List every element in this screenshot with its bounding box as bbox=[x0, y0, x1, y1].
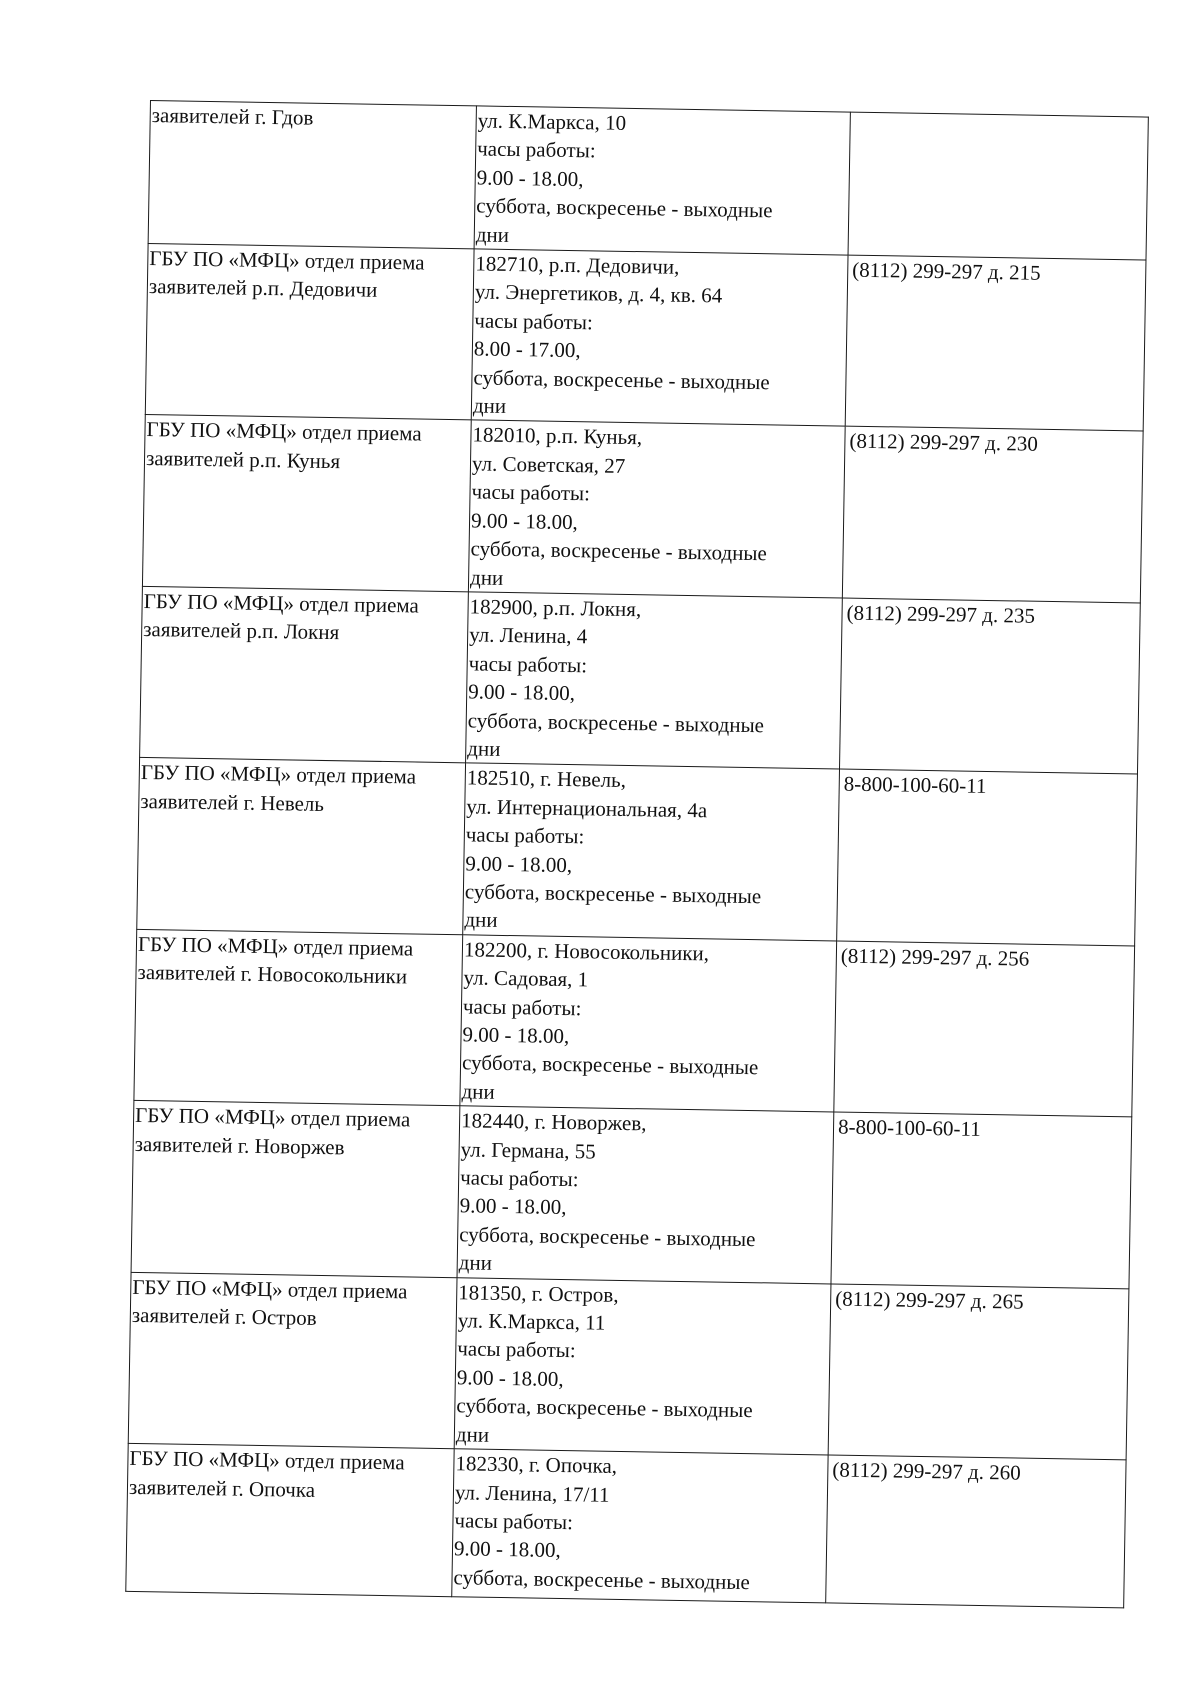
office-name-line: заявителей г. Опочка bbox=[128, 1474, 316, 1502]
office-address-line: часы работы: bbox=[474, 308, 593, 335]
office-name-cell bbox=[131, 1101, 460, 1278]
table-row bbox=[131, 1101, 1132, 1289]
office-address-line: часы работы: bbox=[468, 651, 588, 678]
office-name-cell bbox=[134, 929, 463, 1106]
office-address-line: 182330, г. Опочка, bbox=[455, 1451, 618, 1479]
office-name-line: заявителей г. Новосокольники bbox=[137, 960, 408, 989]
table-row bbox=[140, 586, 1141, 774]
office-address-line: 181350, г. Остров, bbox=[458, 1279, 619, 1307]
office-address-line: дни bbox=[467, 736, 501, 761]
office-address-line: 182900, р.п. Локня, bbox=[469, 594, 642, 622]
office-address-line: 9.00 - 18.00, bbox=[456, 1365, 564, 1391]
office-address-line: ул. Германа, 55 bbox=[460, 1136, 596, 1164]
office-address-cell bbox=[468, 420, 845, 598]
office-address-line: 9.00 - 18.00, bbox=[476, 165, 584, 192]
office-name-line: ГБУ ПО «МФЦ» отдел приема bbox=[134, 1103, 411, 1132]
office-name-cell bbox=[142, 415, 471, 592]
office-address-line: 9.00 - 18.00, bbox=[462, 1022, 570, 1049]
office-address-line: ул. Ленина, 4 bbox=[468, 622, 588, 649]
office-phone: 8-800-100-60-11 bbox=[843, 771, 987, 799]
office-address-line: ул. К.Маркса, 11 bbox=[457, 1308, 606, 1335]
office-name-line: ГБУ ПО «МФЦ» отдел приема bbox=[137, 931, 414, 961]
office-address-line: 182710, р.п. Дедовичи, bbox=[475, 251, 680, 279]
office-address-line: 182510, г. Невель, bbox=[466, 765, 627, 793]
office-phone-cell bbox=[837, 769, 1138, 945]
table-row bbox=[137, 758, 1138, 946]
office-address-line: дни bbox=[472, 393, 507, 419]
office-address-line: часы работы: bbox=[459, 1165, 579, 1192]
office-address-line: дни bbox=[469, 564, 504, 590]
office-address-line: суббота, воскресенье - выходные bbox=[473, 365, 770, 394]
office-address-line: 9.00 - 18.00, bbox=[459, 1193, 567, 1220]
mfc-offices-table bbox=[125, 100, 1149, 1608]
office-address-line: 9.00 - 18.00, bbox=[468, 679, 576, 706]
office-phone: (8112) 299-297 д. 230 bbox=[849, 429, 1039, 457]
office-phone-cell bbox=[839, 598, 1140, 774]
office-phone: (8112) 299-297 д. 215 bbox=[852, 257, 1041, 285]
office-address-line: ул. Энергетиков, д. 4, кв. 64 bbox=[474, 279, 723, 308]
office-name-cell bbox=[140, 586, 469, 763]
table-row bbox=[145, 244, 1146, 432]
office-address-line: часы работы: bbox=[477, 136, 596, 163]
office-address-line: ул. К.Маркса, 10 bbox=[477, 108, 627, 135]
office-address-line: суббота, воскресенье - выходные bbox=[461, 1050, 759, 1080]
office-name-cell bbox=[128, 1272, 457, 1449]
office-name-cell bbox=[148, 101, 476, 249]
table-row bbox=[126, 1443, 1126, 1608]
office-address-line: 9.00 - 18.00, bbox=[465, 850, 573, 877]
office-phone: (8112) 299-297 д. 260 bbox=[832, 1457, 1021, 1485]
office-address-cell bbox=[474, 106, 850, 255]
office-address-line: суббота, воскресенье - выходные bbox=[470, 536, 768, 566]
office-address-line: часы работы: bbox=[471, 479, 591, 506]
office-name-line: ГБУ ПО «МФЦ» отдел приема bbox=[146, 417, 422, 447]
office-name-line: заявителей г. Гдов bbox=[151, 103, 314, 130]
office-address-line: ул. Садовая, 1 bbox=[463, 965, 589, 992]
office-address-line: часы работы: bbox=[457, 1336, 576, 1363]
office-address-line: 182010, р.п. Кунья, bbox=[472, 422, 643, 450]
office-address-line: суббота, воскресенье - выходные bbox=[456, 1393, 753, 1423]
office-address-line: ул. Ленина, 17/11 bbox=[454, 1479, 610, 1507]
office-name-line: заявителей р.п. Дедовичи bbox=[148, 274, 378, 303]
office-phone: (8112) 299-297 д. 256 bbox=[840, 943, 1030, 971]
office-address-line: 9.00 - 18.00, bbox=[453, 1536, 561, 1563]
table-row bbox=[142, 415, 1143, 603]
office-address-line: дни bbox=[458, 1250, 493, 1276]
office-address-line: 182200, г. Новосокольники, bbox=[463, 937, 710, 966]
table-row bbox=[134, 929, 1135, 1117]
office-address-line: суббота, воскресенье - выходные bbox=[476, 193, 773, 223]
office-address-line: дни bbox=[475, 222, 510, 247]
office-name-line: ГБУ ПО «МФЦ» отдел приема bbox=[143, 588, 420, 618]
office-address-line: суббота, воскресенье - выходные bbox=[467, 707, 765, 737]
office-address-cell bbox=[460, 935, 837, 1113]
office-name-line: ГБУ ПО «МФЦ» отдел приема bbox=[132, 1274, 408, 1304]
office-name-line: ГБУ ПО «МФЦ» отдел приема bbox=[149, 246, 425, 275]
office-address-line: часы работы: bbox=[465, 822, 585, 849]
office-phone-cell bbox=[826, 1455, 1126, 1608]
office-address-line: часы работы: bbox=[462, 993, 582, 1020]
office-address-line: 9.00 - 18.00, bbox=[470, 508, 579, 534]
table-row bbox=[148, 101, 1148, 261]
office-address-line: ул. Интернациональная, 4а bbox=[466, 794, 708, 823]
office-phone-cell bbox=[848, 112, 1148, 260]
office-name-line: заявителей г. Остров bbox=[131, 1302, 317, 1330]
office-phone-cell bbox=[834, 941, 1135, 1117]
office-address-line: суббота, воскресенье - выходные bbox=[464, 879, 762, 909]
office-name-line: заявителей р.п. Локня bbox=[143, 617, 340, 645]
office-address-line: 8.00 - 17.00, bbox=[473, 336, 581, 363]
office-address-line: 182440, г. Новоржев, bbox=[460, 1108, 647, 1136]
office-address-cell bbox=[452, 1449, 828, 1603]
office-name-line: заявителей г. Новоржев bbox=[134, 1131, 345, 1159]
office-phone-cell bbox=[845, 255, 1146, 431]
office-phone: 8-800-100-60-11 bbox=[837, 1114, 981, 1142]
office-name-line: заявителей г. Невель bbox=[140, 788, 325, 816]
office-address-line: суббота, воскресенье - выходные bbox=[459, 1222, 756, 1252]
office-address-line: ул. Советская, 27 bbox=[471, 451, 626, 478]
office-name-line: заявителей р.п. Кунья bbox=[145, 445, 341, 474]
office-address-cell bbox=[457, 1106, 834, 1284]
office-name-line: ГБУ ПО «МФЦ» отдел приема bbox=[129, 1445, 405, 1475]
office-address-cell bbox=[466, 592, 843, 770]
office-address-line: суббота, воскресенье - выходные bbox=[453, 1564, 750, 1594]
office-phone-cell bbox=[828, 1284, 1129, 1460]
table-row bbox=[128, 1272, 1129, 1460]
office-address-line: дни bbox=[461, 1079, 495, 1104]
office-address-cell bbox=[454, 1277, 831, 1455]
office-name-line: ГБУ ПО «МФЦ» отдел приема bbox=[140, 760, 417, 789]
office-name-cell bbox=[145, 244, 474, 421]
office-address-line: часы работы: bbox=[454, 1508, 574, 1535]
office-name-cell bbox=[126, 1443, 454, 1596]
office-address-line: дни bbox=[455, 1421, 490, 1447]
office-address-line: дни bbox=[464, 907, 498, 933]
office-phone bbox=[855, 113, 1148, 118]
office-phone-cell bbox=[831, 1112, 1132, 1288]
table-body bbox=[126, 101, 1149, 1608]
office-address-cell bbox=[463, 763, 840, 941]
office-address-cell bbox=[471, 249, 848, 427]
office-phone: (8112) 299-297 д. 265 bbox=[835, 1286, 1024, 1314]
office-phone-cell bbox=[842, 427, 1143, 603]
office-phone: (8112) 299-297 д. 235 bbox=[846, 600, 1036, 628]
office-name-cell bbox=[137, 758, 466, 935]
